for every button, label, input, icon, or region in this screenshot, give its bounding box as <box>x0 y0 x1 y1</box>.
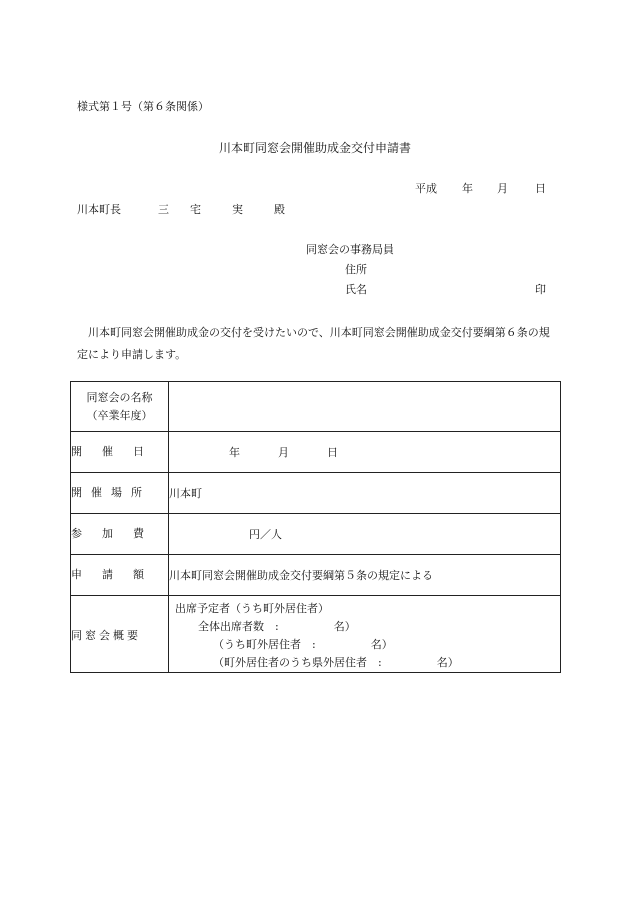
event-month-label: 月 <box>278 446 289 459</box>
applicant-address-label: 住所 <box>345 263 367 276</box>
attendee-heading: 出席予定者（うち町外居住者） <box>175 602 329 615</box>
addressee <box>77 203 285 217</box>
application-form-table <box>70 381 561 673</box>
applicant-name-label: 氏名 <box>345 283 367 296</box>
applicant-role: 同窓会の事務局員 <box>306 243 394 256</box>
event-day-label: 日 <box>327 446 338 459</box>
month-label: 月 <box>497 182 508 195</box>
label-reunion-name <box>71 382 169 432</box>
label-participation-fee: 参 加 費 <box>71 514 169 555</box>
statement-text: 川本町同窓会開催助成金の交付を受けたいので、川本町同窓会開催助成金交付要綱第６条の規定により申請します。 <box>77 326 550 361</box>
year-label: 年 <box>462 182 473 195</box>
applicant-seal: 印 <box>535 283 546 296</box>
application-statement <box>77 322 557 366</box>
reunion-name-field[interactable] <box>169 382 561 432</box>
outside-town-attendees-line: （うち町外居住者 : 名） <box>213 638 393 651</box>
addressee-prefix: 川本町長 <box>77 203 121 216</box>
outside-prefecture-attendees-line: （町外居住者のうち県外居住者 : 名） <box>213 656 459 669</box>
table-row <box>71 555 561 596</box>
fee-unit: 円／人 <box>249 528 282 541</box>
label-reunion-summary: 同 窓 会 概 要 <box>71 596 169 673</box>
reunion-summary-field[interactable] <box>169 596 561 673</box>
event-date-field[interactable] <box>169 432 561 473</box>
table-row <box>71 432 561 473</box>
addressee-name-char: 実 <box>232 203 243 216</box>
document-title: 川本町同窓会開催助成金交付申請書 <box>218 141 411 155</box>
table-row <box>71 382 561 432</box>
venue-field[interactable]: 川本町 <box>169 473 561 514</box>
label-requested-amount: 申 請 額 <box>71 555 169 596</box>
table-row <box>71 473 561 514</box>
label-venue: 開 催 場 所 <box>71 473 169 514</box>
total-attendees-line: 全体出席者数 : 名） <box>198 620 356 633</box>
form-number: 様式第１号（第６条関係） <box>77 100 209 113</box>
addressee-name-char: 三 <box>158 203 169 216</box>
requested-amount-field: 川本町同窓会開催助成金交付要綱第５条の規定による <box>169 555 561 596</box>
day-label: 日 <box>535 182 546 195</box>
table-row <box>71 596 561 673</box>
addressee-honorific: 殿 <box>274 203 285 216</box>
event-year-label: 年 <box>229 446 240 459</box>
table-row <box>71 514 561 555</box>
era-label: 平成 <box>415 182 437 195</box>
participation-fee-field[interactable] <box>169 514 561 555</box>
label-reunion-name-line1: 同窓会の名称 <box>86 390 153 404</box>
label-event-date: 開 催 日 <box>71 432 169 473</box>
label-graduation-year: （卒業年度） <box>86 408 153 422</box>
addressee-name-char: 宅 <box>190 203 201 216</box>
